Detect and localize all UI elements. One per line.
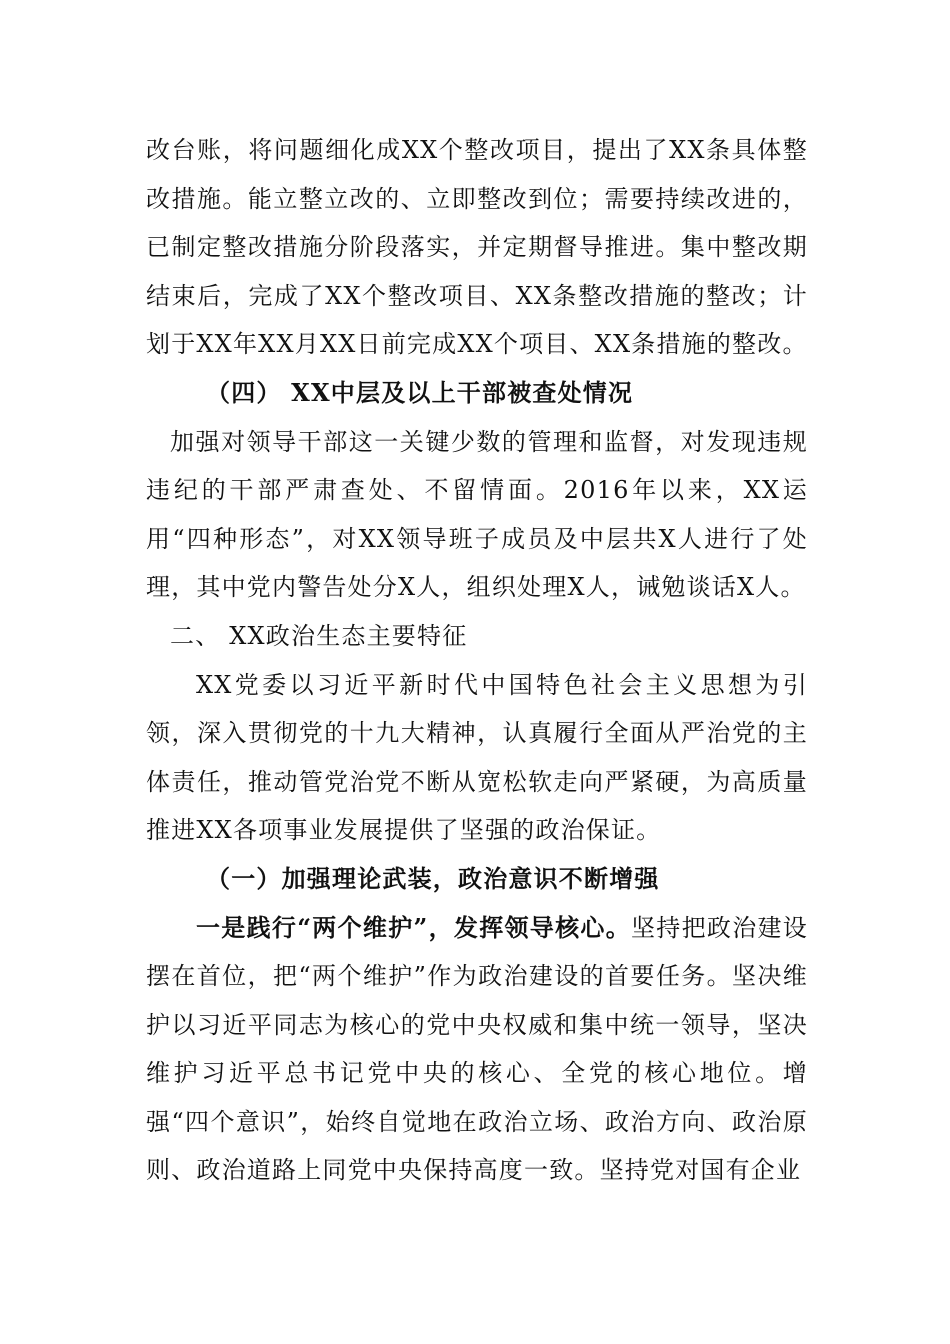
document-body bbox=[146, 126, 808, 1195]
paragraph-body-text: 坚持把政治建设摆在首位，把“两个维护”作为政治建设的首要任务。坚决维护以习近平同志为核心的党中央权威和集中统一领导，坚决维护习近平总书记党中央的核心、全党的核心地位。增强“四个意识”，始终自觉地在政治立场、政治方向、政治原则、政治道路上同党中央保持高度一致。坚持党对国有企业 bbox=[146, 913, 808, 1185]
paragraph-lead-text: 一是践行“两个维护”，发挥领导核心。 bbox=[196, 912, 631, 942]
paragraph-cadre-investigation: 加强对领导干部这一关键少数的管理和监督，对发现违规违纪的干部严肃查处、不留情面。2016年以来，XX运用“四种形态”，对XX领导班子成员及中层共X人进行了处理，其中党内警告处分X人，组织处理X人，诫勉谈话X人。 bbox=[146, 427, 808, 602]
paragraph-two-safeguards bbox=[146, 904, 808, 1196]
section-heading-political-ecology: 二、 XX政治生态主要特征 bbox=[170, 621, 468, 650]
paragraph-party-committee: XX党委以习近平新时代中国特色社会主义思想为引领，深入贯彻党的十九大精神，认真履行全面从严治党的主体责任，推动管党治党不断从宽松软走向严紧硬，为高质量推进XX各项事业发展提供了坚强的政治保证。 bbox=[146, 670, 808, 845]
paragraph-rectification-ledger: 改台账，将问题细化成XX个整改项目，提出了XX条具体整改措施。能立整立改的、立即整改到位；需要持续改进的，已制定整改措施分阶段落实，并定期督导推进。集中整改期结束后，完成了XX个整改项目、XX条整改措施的整改；计划于XX年XX月XX日前完成XX个项目、XX条措施的整改。 bbox=[146, 136, 808, 359]
section-heading-one: （一）加强理论武装，政治意识不断增强 bbox=[206, 863, 660, 893]
section-heading-four: （四） XX中层及以上干部被查处情况 bbox=[206, 377, 634, 407]
